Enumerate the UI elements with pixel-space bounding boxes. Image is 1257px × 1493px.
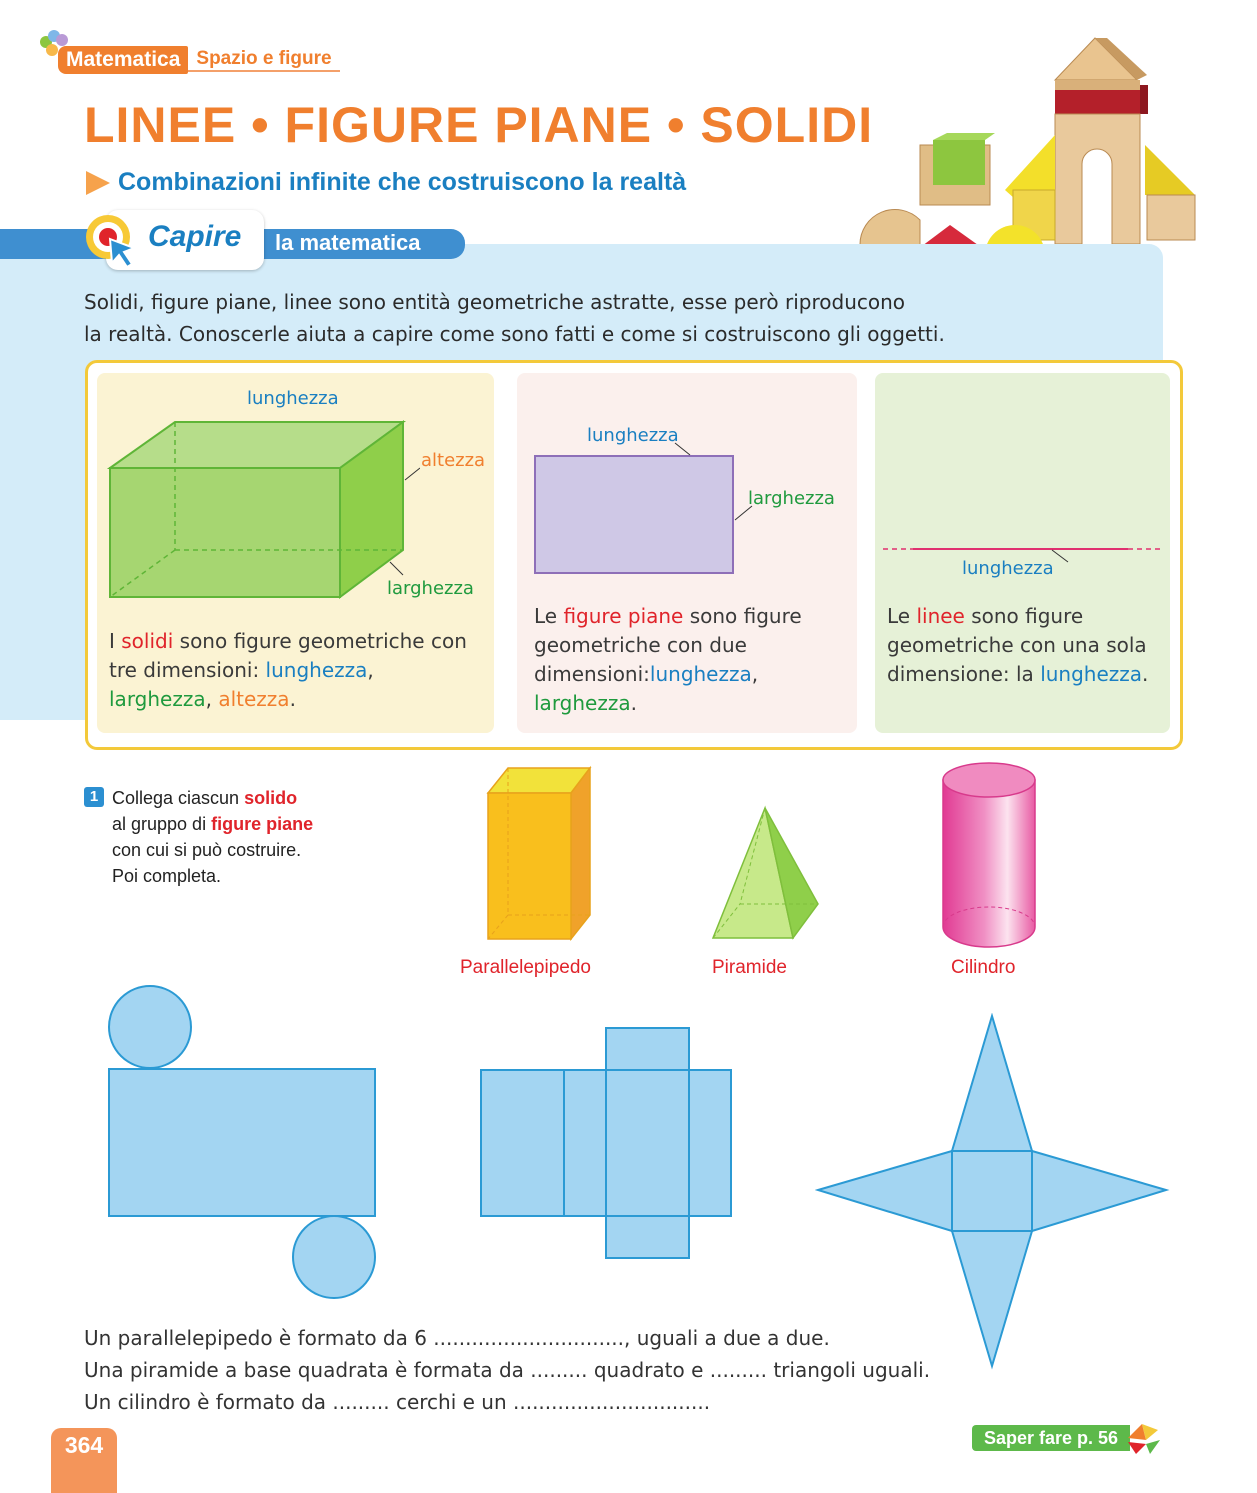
parallelepiped-solid[interactable] [485, 765, 595, 943]
solid-length-label: lunghezza [247, 388, 339, 409]
rectangle-diagram [530, 440, 760, 580]
plane-width-label: larghezza [748, 488, 835, 509]
page-subtitle [86, 168, 686, 197]
book-icon [1124, 1420, 1164, 1456]
exercise-number: 1 [84, 787, 104, 807]
subtitle-text: Combinazioni infinite che costruiscono la realtà [118, 168, 687, 196]
arrow-icon [86, 171, 110, 195]
parallelepiped-net[interactable] [478, 1025, 736, 1262]
solidi-description: I solidi sono figure geometriche con tre dimensioni: lunghezza, larghezza, altezza. [109, 629, 467, 711]
intro-line-1: Solidi, figure piane, linee sono entità geometriche astratte, esse però riproducono [84, 290, 906, 314]
pyramid-solid[interactable] [710, 805, 822, 943]
solid-width-label: larghezza [387, 578, 474, 599]
solid-label-parallelepipedo: Parallelepipedo [460, 957, 591, 978]
solid-height-label: altezza [421, 450, 486, 471]
solid-label-cilindro: Cilindro [951, 957, 1016, 978]
intro-paragraph [84, 286, 1144, 350]
question-1[interactable]: Un parallelepipedo è formato da 6 .............................., uguali a due a due. [84, 1326, 830, 1350]
question-2[interactable]: Una piramide a base quadrata è formata da ......... quadrato e ......... triangoli uguali. [84, 1358, 931, 1382]
question-3[interactable]: Un cilindro è formato da ......... cerchi e un ............................... [84, 1390, 711, 1414]
page-title: LINEE • FIGURE PIANE • SOLIDI [84, 97, 874, 153]
intro-line-2: la realtà. Conoscerle aiuta a capire come sono fatti e come si costruiscono gli oggetti. [84, 322, 945, 346]
plane-length-label: lunghezza [587, 425, 679, 446]
linee-description: Le linee sono figure geometriche con una sola dimensione: la lunghezza. [887, 604, 1149, 686]
saper-fare-link[interactable]: Saper fare p. 56 [972, 1425, 1130, 1451]
piane-description: Le figure piane sono figure geometriche con due dimensioni:lunghezza, larghezza. [534, 604, 802, 715]
cylinder-net[interactable] [100, 980, 385, 1305]
line-length-label: lunghezza [962, 558, 1054, 579]
pyramid-net[interactable] [815, 1013, 1170, 1371]
cylinder-solid[interactable] [940, 760, 1040, 952]
exercise-instructions: Collega ciascun solido al gruppo di figure piane con cui si può costruire. Poi completa. [112, 788, 314, 886]
parallelepiped-diagram [100, 410, 420, 610]
page-number: 364 [51, 1428, 117, 1493]
questions [84, 1322, 930, 1418]
capire-word: Capire [148, 220, 242, 253]
solid-label-piramide: Piramide [712, 957, 787, 978]
section-label: Spazio e figure [188, 48, 339, 72]
header-tag [58, 46, 340, 74]
target-cursor-icon [82, 210, 144, 272]
subject-label: Matematica [58, 46, 188, 74]
capire-rest: la matematica [275, 230, 421, 255]
